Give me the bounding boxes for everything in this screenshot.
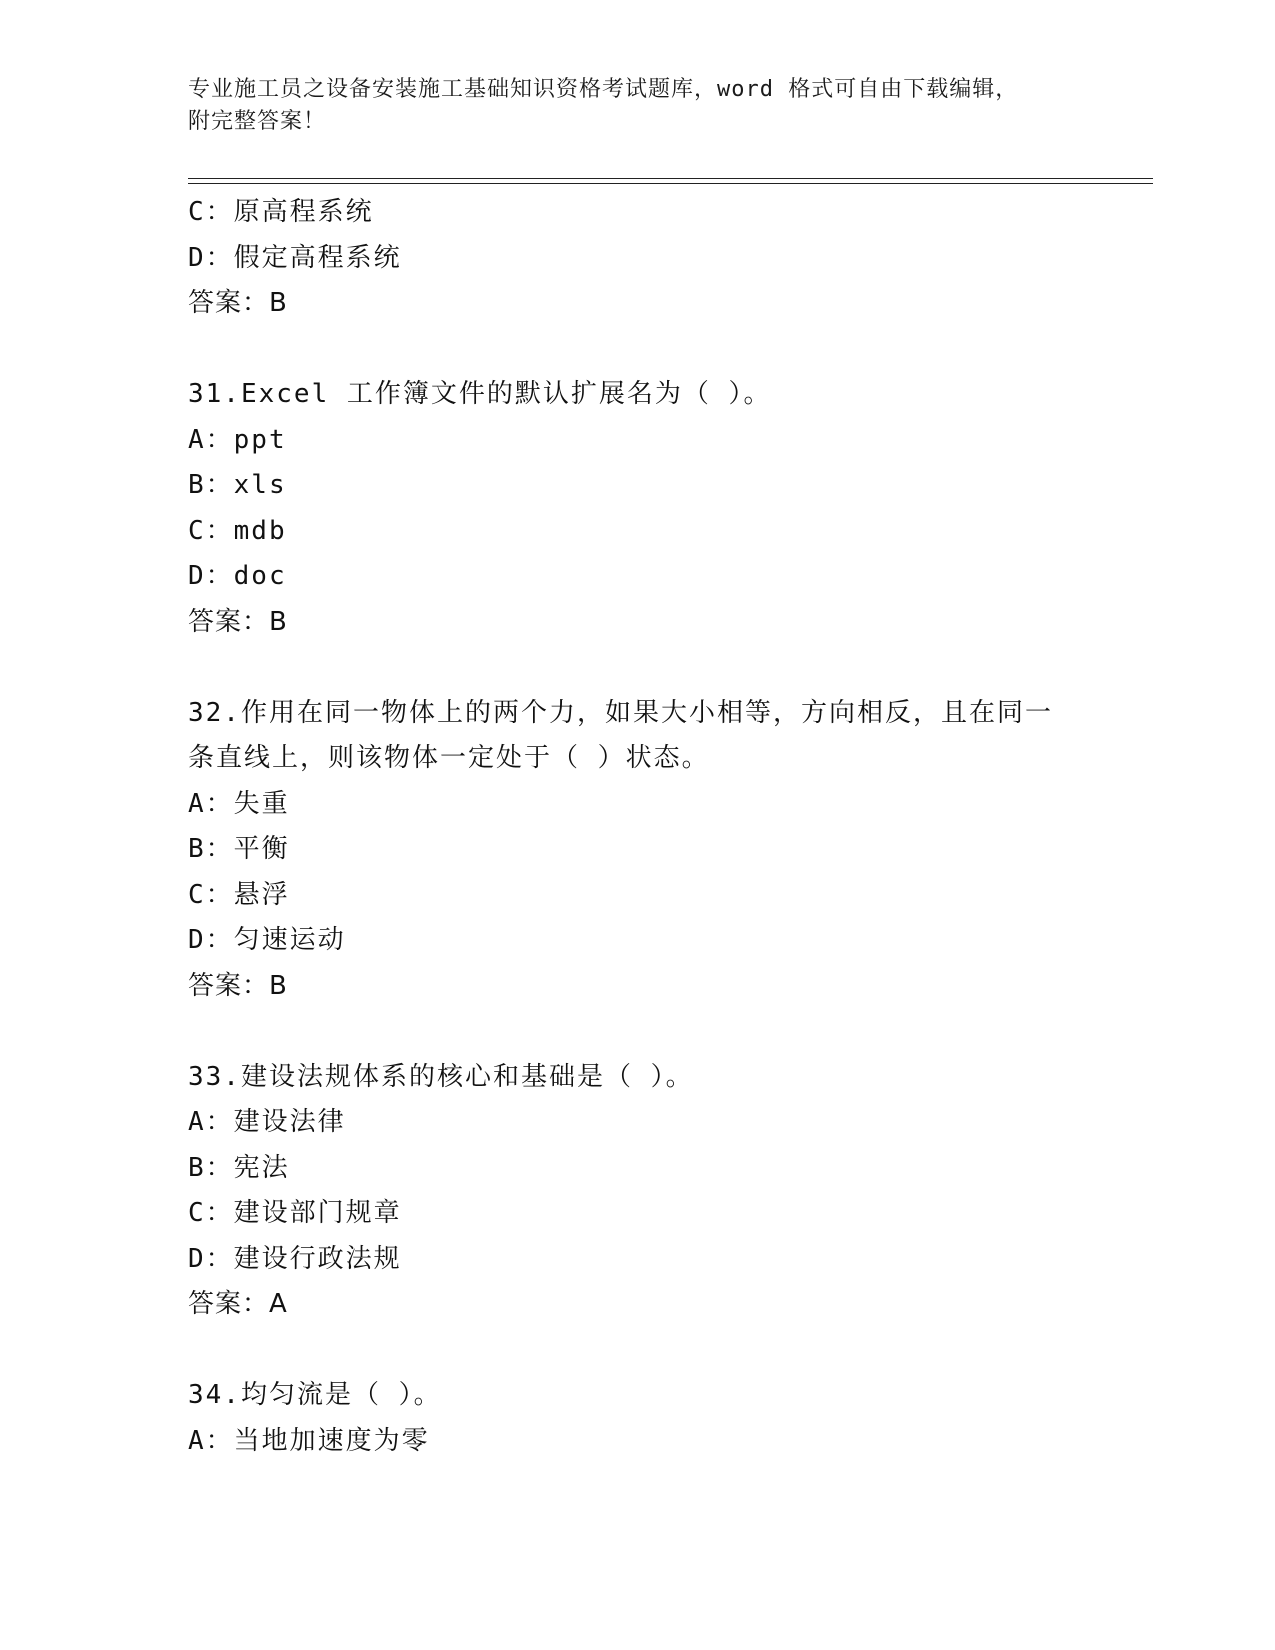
answer-line: 答案：A — [188, 1289, 288, 1319]
question-stem: 33.建设法规体系的核心和基础是（ ）。 — [188, 1061, 694, 1092]
option-a: A：建设法律 — [188, 1107, 346, 1137]
option-c: C：建设部门规章 — [188, 1198, 402, 1228]
question-stem: 34.均匀流是（ ）。 — [188, 1380, 442, 1410]
question-stem: 31.Excel 工作簿文件的默认扩展名为（ ）。 — [188, 379, 772, 409]
spacer — [188, 1009, 1148, 1055]
option-b: B：平衡 — [188, 834, 290, 864]
header-divider — [188, 178, 1153, 184]
option-b: B：xls — [188, 470, 287, 500]
option-d: D：建设行政法规 — [188, 1243, 402, 1274]
question-34 — [188, 1373, 1148, 1464]
answer-line: 答案：B — [188, 288, 288, 318]
option-c: C：原高程系统 — [188, 197, 374, 227]
option-c: C：mdb — [188, 515, 287, 546]
option-d: D：假定高程系统 — [188, 242, 402, 273]
header-line-1: 专业施工员之设备安装施工基础知识资格考试题库，word 格式可自由下载编辑， — [188, 77, 1019, 102]
option-a: A：失重 — [188, 788, 290, 819]
spacer — [188, 327, 1148, 373]
option-a: A：ppt — [188, 424, 287, 455]
spacer — [188, 645, 1148, 691]
question-list — [188, 190, 1148, 1464]
question-32 — [188, 691, 1148, 1010]
question-stem-continued: 条直线上，则该物体一定处于（ ）状态。 — [188, 743, 710, 773]
question-33 — [188, 1055, 1148, 1328]
question-31 — [188, 372, 1148, 645]
option-d: D：doc — [188, 561, 287, 591]
option-b: B：宪法 — [188, 1152, 290, 1183]
answer-line: 答案：B — [188, 970, 288, 1001]
option-d: D：匀速运动 — [188, 925, 346, 955]
option-c: C：悬浮 — [188, 879, 290, 910]
question-30-continued — [188, 190, 1148, 327]
header-line-2: 附完整答案！ — [188, 109, 327, 134]
option-a: A：当地加速度为零 — [188, 1425, 430, 1456]
answer-line: 答案：B — [188, 606, 288, 637]
question-stem: 32.作用在同一物体上的两个力，如果大小相等，方向相反，且在同一 — [188, 697, 1053, 728]
spacer — [188, 1328, 1148, 1374]
page-header — [188, 74, 1088, 138]
